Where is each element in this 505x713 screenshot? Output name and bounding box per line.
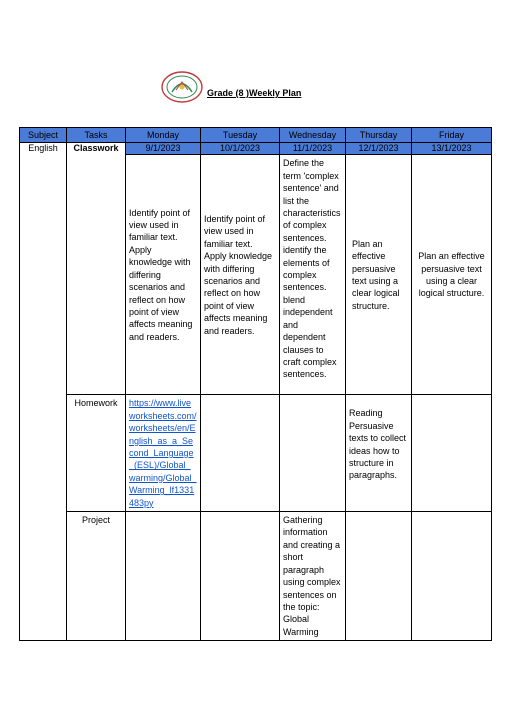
- task-classwork: Classwork: [67, 143, 126, 395]
- homework-wednesday: [280, 395, 346, 512]
- date-tuesday: 10/1/2023: [201, 143, 280, 155]
- project-friday: [412, 512, 492, 641]
- task-homework: Homework: [67, 395, 126, 512]
- weekly-plan-table: [19, 127, 492, 641]
- subject-cell: English: [20, 143, 67, 641]
- page-title: Grade (8 )Weekly Plan: [207, 88, 302, 98]
- classwork-tuesday: Identify point of view used in familiar text. Apply knowledge with differing scenarios and reflect on how point of view affects meaning and readers.: [201, 155, 280, 395]
- date-friday: 13/1/2023: [412, 143, 492, 155]
- col-header-subject: Subject: [20, 128, 67, 143]
- col-header-tuesday: Tuesday: [201, 128, 280, 143]
- project-wednesday: Gathering information and creating a short paragraph using complex sentences on the topic: Global Warming: [280, 512, 346, 641]
- task-project: Project: [67, 512, 126, 641]
- col-header-friday: Friday: [412, 128, 492, 143]
- project-tuesday: [201, 512, 280, 641]
- col-header-tasks: Tasks: [67, 128, 126, 143]
- date-monday: 9/1/2023: [126, 143, 201, 155]
- homework-thursday: Reading Persuasive texts to collect ideas how to structure in paragraphs.: [346, 395, 412, 512]
- date-thursday: 12/1/2023: [346, 143, 412, 155]
- col-header-monday: Monday: [126, 128, 201, 143]
- project-thursday: [346, 512, 412, 641]
- col-header-thursday: Thursday: [346, 128, 412, 143]
- classwork-wednesday: Define the term 'complex sentence' and list the characteristics of complex sentences. identify the elements of complex sentences. blend independent and dependent clauses to craft complex sentences.: [280, 155, 346, 395]
- col-header-wednesday: Wednesday: [280, 128, 346, 143]
- homework-tuesday: [201, 395, 280, 512]
- school-logo-icon: [160, 70, 204, 104]
- homework-row: [20, 395, 492, 512]
- header-row: [20, 128, 492, 143]
- classwork-thursday: Plan an effective persuasive text using a clear logical structure.: [346, 155, 412, 395]
- dates-row: [20, 143, 492, 155]
- project-monday: [126, 512, 201, 641]
- classwork-friday: Plan an effective persuasive text using a clear logical structure.: [412, 155, 492, 395]
- homework-monday: [126, 395, 201, 512]
- worksheet-link[interactable]: https://www.liveworksheets.com/worksheets/en/English_as_a_Second_Language_(ESL)/Global_warming/Global_Warming_lf1331483py: [129, 398, 197, 508]
- date-wednesday: 11/1/2023: [280, 143, 346, 155]
- homework-friday: [412, 395, 492, 512]
- project-row: [20, 512, 492, 641]
- classwork-monday: Identify point of view used in familiar text. Apply knowledge with differing scenarios and reflect on how point of view affects meaning and readers.: [126, 155, 201, 395]
